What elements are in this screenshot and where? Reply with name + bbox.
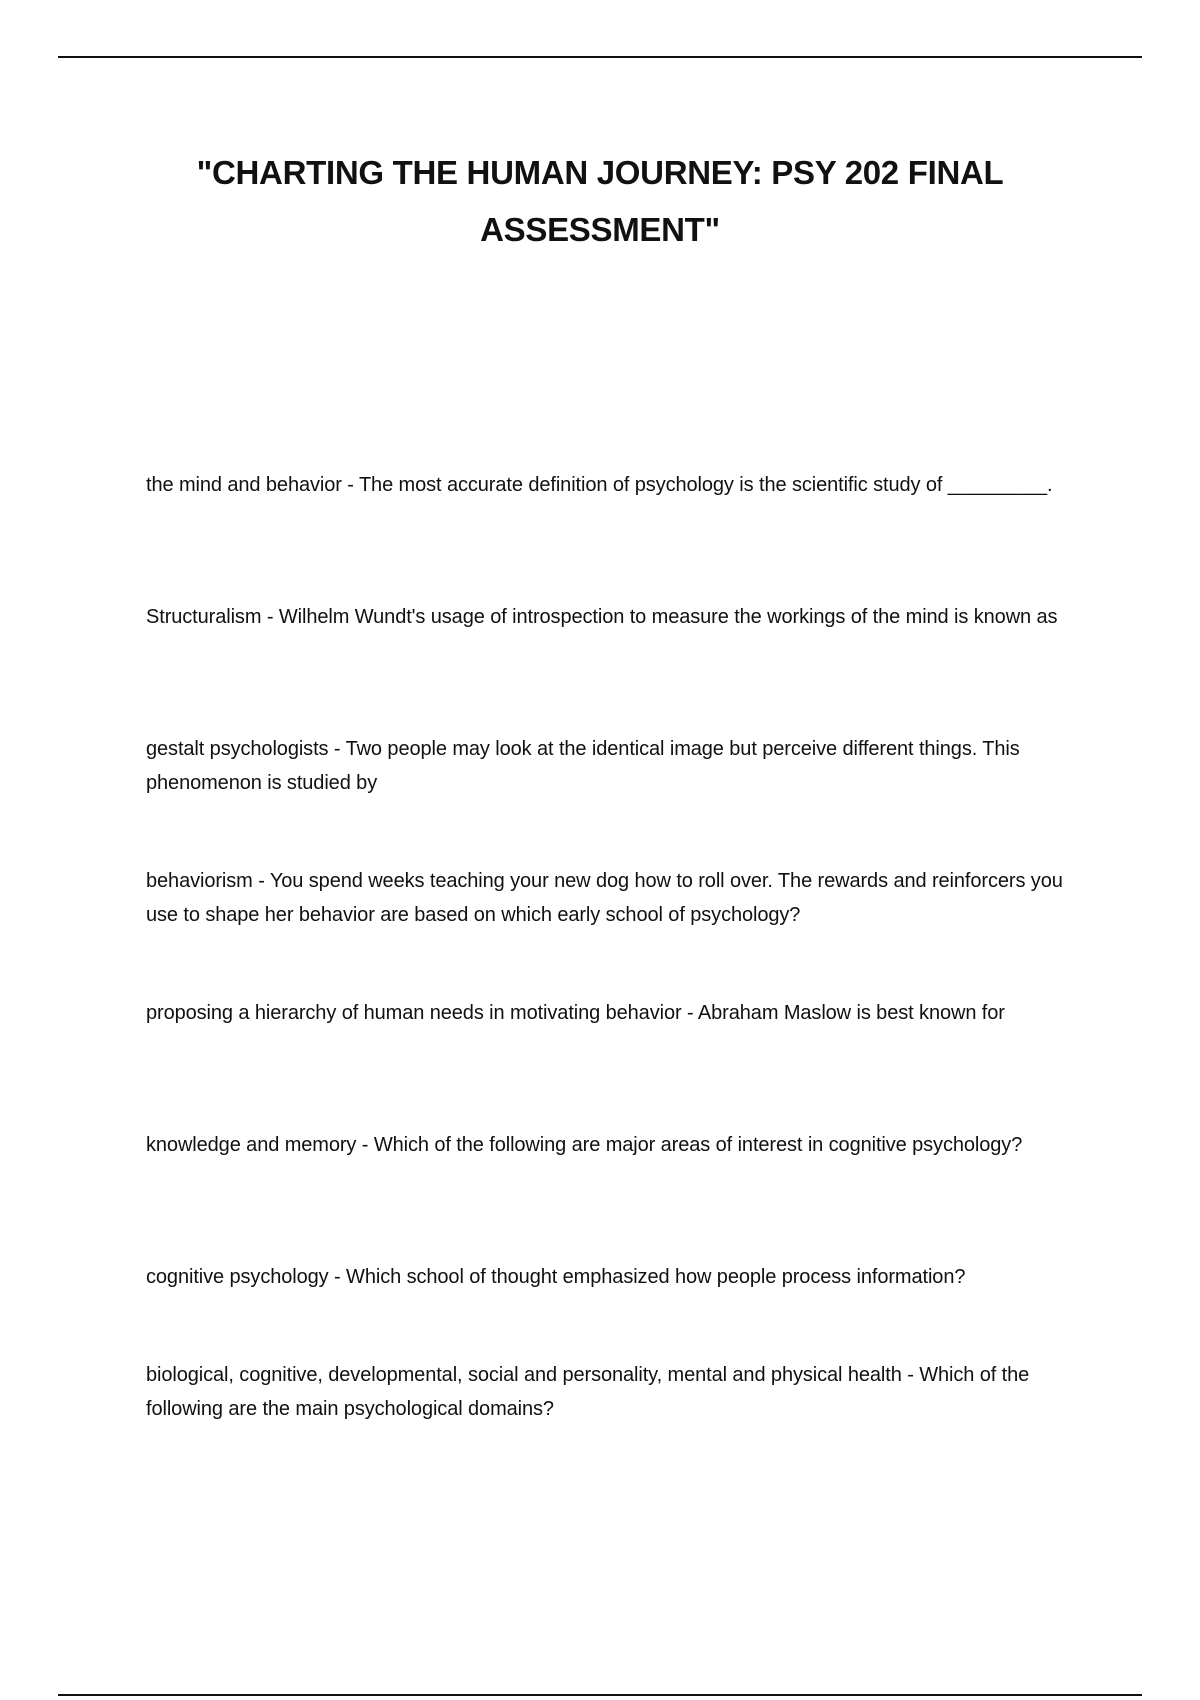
qa-item <box>146 468 1086 536</box>
answer-text: Structuralism <box>146 606 262 628</box>
question-text: You spend weeks teaching your new dog how to roll over. The rewards and reinforcers you use to shape her behavior are based on which early school of psychology? <box>146 870 1063 926</box>
separator: - <box>328 1266 347 1288</box>
question-text: Which school of thought emphasized how people process information? <box>346 1266 966 1288</box>
separator: - <box>328 738 346 760</box>
separator: - <box>901 1364 920 1386</box>
question-text: The most accurate definition of psychology is the scientific study of _________. <box>358 474 1053 496</box>
qa-item <box>146 996 1086 1064</box>
separator: - <box>261 606 279 628</box>
separator: - <box>252 870 270 892</box>
qa-item <box>146 732 1086 800</box>
bottom-rule <box>58 1694 1142 1696</box>
answer-text: gestalt psychologists <box>146 738 329 760</box>
qa-list <box>146 468 1086 1490</box>
answer-text: proposing a hierarchy of human needs in motivating behavior <box>146 1002 682 1024</box>
separator: - <box>356 1134 374 1156</box>
question-text: Two people may look at the identical image but perceive different things. This phenomenon is studied by <box>146 738 1020 794</box>
qa-item <box>146 1260 1086 1294</box>
qa-item <box>146 1128 1086 1196</box>
separator: - <box>681 1002 698 1024</box>
separator: - <box>341 474 359 496</box>
top-rule <box>58 56 1142 58</box>
answer-text: cognitive psychology <box>146 1266 329 1288</box>
answer-text: biological, cognitive, developmental, social and personality, mental and physical health <box>146 1364 902 1386</box>
question-text: Which of the following are major areas of interest in cognitive psychology? <box>373 1134 1023 1156</box>
qa-item <box>146 1358 1086 1426</box>
question-text: Which of the following are the main psychological domains? <box>146 1364 1030 1420</box>
qa-item <box>146 600 1086 668</box>
answer-text: knowledge and memory <box>146 1134 357 1156</box>
answer-text: behaviorism <box>146 870 253 892</box>
answer-text: the mind and behavior <box>146 474 342 496</box>
question-text: Wilhelm Wundt's usage of introspection to measure the workings of the mind is known as <box>278 606 1058 628</box>
page-title: "CHARTING THE HUMAN JOURNEY: PSY 202 FINAL ASSESSMENT" <box>196 154 1004 248</box>
question-text: Abraham Maslow is best known for <box>697 1002 1005 1024</box>
qa-item <box>146 864 1086 932</box>
